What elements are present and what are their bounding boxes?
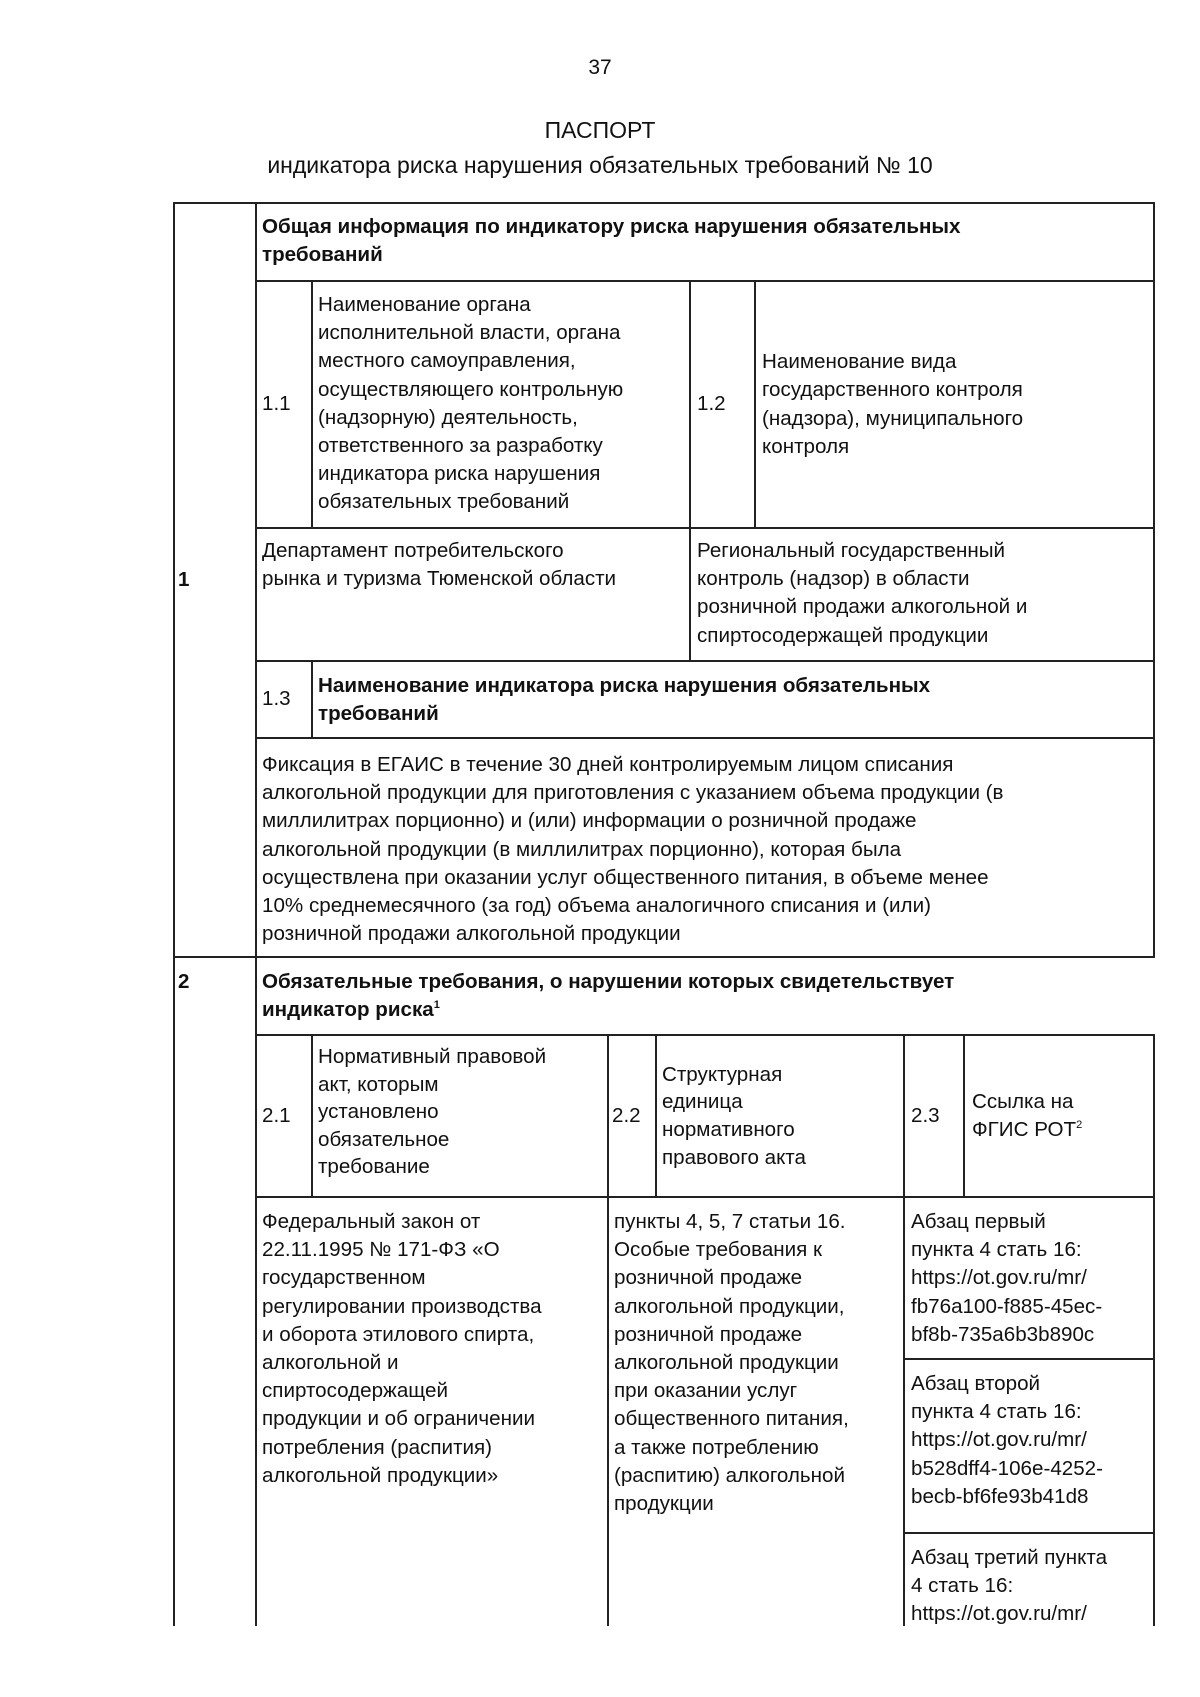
item-label: Ссылка на ФГИС РОТ$^2$ bbox=[972, 1089, 1083, 1141]
item-number: 2.3 bbox=[911, 1103, 940, 1127]
table-border bbox=[173, 202, 175, 1626]
item-value: Региональный государственный контроль (надзор) в области розничной продажи алкогольной и спиртосодержащей продукции bbox=[697, 539, 1028, 647]
document-subtitle: индикатора риска нарушения обязательных требований № 10 bbox=[267, 152, 933, 178]
footnote-mark: 2 bbox=[1076, 1119, 1083, 1132]
section-number: 2 bbox=[178, 970, 190, 993]
item-value: Федеральный закон от 22.11.1995 № 171-ФЗ «О государственном регулировании производства и оборота этилового спирта, алкогольной и спиртосодержащей продукции и об ограничении потребления (распития) алкогольной продукции» bbox=[262, 1210, 542, 1487]
document-title: ПАСПОРТ bbox=[544, 117, 656, 143]
table-rule bbox=[173, 956, 1155, 958]
table-rule bbox=[311, 660, 313, 739]
table-rule bbox=[903, 1358, 1155, 1360]
frgis-link[interactable]: Абзац третий пункта 4 стать 16: https://ot.gov.ru/mr/ bbox=[911, 1546, 1108, 1626]
item-number: 2.2 bbox=[612, 1103, 641, 1127]
table-rule bbox=[754, 280, 756, 529]
table-rule bbox=[255, 660, 1155, 662]
table-rule bbox=[903, 1532, 1155, 1534]
item-label: Нормативный правовой акт, которым установлено обязательное требование bbox=[318, 1045, 547, 1179]
item-number: 1.1 bbox=[262, 392, 291, 416]
table-rule bbox=[963, 1034, 965, 1198]
item-label: Структурная единица нормативного правового акта bbox=[662, 1062, 806, 1169]
item-value: Фиксация в ЕГАИС в течение 30 дней контролируемым лицом списания алкогольной продукции для приготовления с указанием объема продукции (в миллилитрах порционно) и (или) информации о розничной продаже алкогольной продукции (в миллилитрах порционно), которая была осуществлена при оказании услуг общественного питания, в объеме менее 10% среднемесячного (за год) объема аналогичного списания и (или) розничной продажи алкогольной продукции bbox=[262, 753, 1004, 946]
table-rule bbox=[255, 737, 1155, 739]
section-heading: Общая информация по индикатору риска нарушения обязательных требований bbox=[262, 215, 961, 267]
table-border bbox=[173, 202, 1155, 204]
table-rule bbox=[311, 1034, 313, 1198]
item-value: пункты 4, 5, 7 статьи 16. Особые требования к розничной продаже алкогольной продукции, розничной продаже алкогольной продукции при оказании услуг общественного питания, а также потреблению (распитию) алкогольной продукции bbox=[614, 1210, 849, 1516]
table-rule bbox=[255, 527, 1155, 529]
item-label: Наименование вида государственного контроля (надзора), муниципального контроля bbox=[762, 350, 1024, 458]
item-label: Наименование органа исполнительной власти, органа местного самоуправления, осуществляющего контрольную (надзорную) деятельность, ответственного за разработку индикатора риска нарушения обязательных требований bbox=[318, 293, 624, 514]
item-number: 2.1 bbox=[262, 1103, 291, 1127]
footnote-mark: 1 bbox=[433, 999, 440, 1012]
item-number: 1.2 bbox=[697, 392, 726, 416]
section-number: 1 bbox=[178, 567, 190, 591]
frgis-link[interactable]: Абзац второй пункта 4 стать 16: https://ot.gov.ru/mr/ b528dff4-106e-4252- becb-bf6fe93b41d8 bbox=[911, 1372, 1103, 1508]
section-heading: Обязательные требования, о нарушении которых свидетельствует индикатор риска$^1$ bbox=[262, 970, 955, 1022]
frgis-link[interactable]: Абзац первый пункта 4 стать 16: https://ot.gov.ru/mr/ fb76a100-f885-45ec- bf8b-735a6b3b890c bbox=[911, 1210, 1103, 1346]
item-value: Департамент потребительского рынка и туризма Тюменской области bbox=[262, 539, 617, 591]
table-border bbox=[255, 202, 257, 1626]
table-rule bbox=[689, 280, 691, 662]
table-rule bbox=[1153, 1034, 1155, 1626]
table-rule bbox=[655, 1034, 657, 1198]
item-label: Наименование индикатора риска нарушения обязательных требований bbox=[318, 674, 931, 726]
table-rule bbox=[311, 280, 313, 529]
table-rule bbox=[903, 1034, 905, 1626]
table-rule bbox=[607, 1034, 609, 1626]
table-border bbox=[1153, 202, 1155, 958]
item-number: 1.3 bbox=[262, 687, 291, 711]
table-rule bbox=[255, 1196, 1155, 1198]
page-number: 37 bbox=[588, 56, 612, 79]
